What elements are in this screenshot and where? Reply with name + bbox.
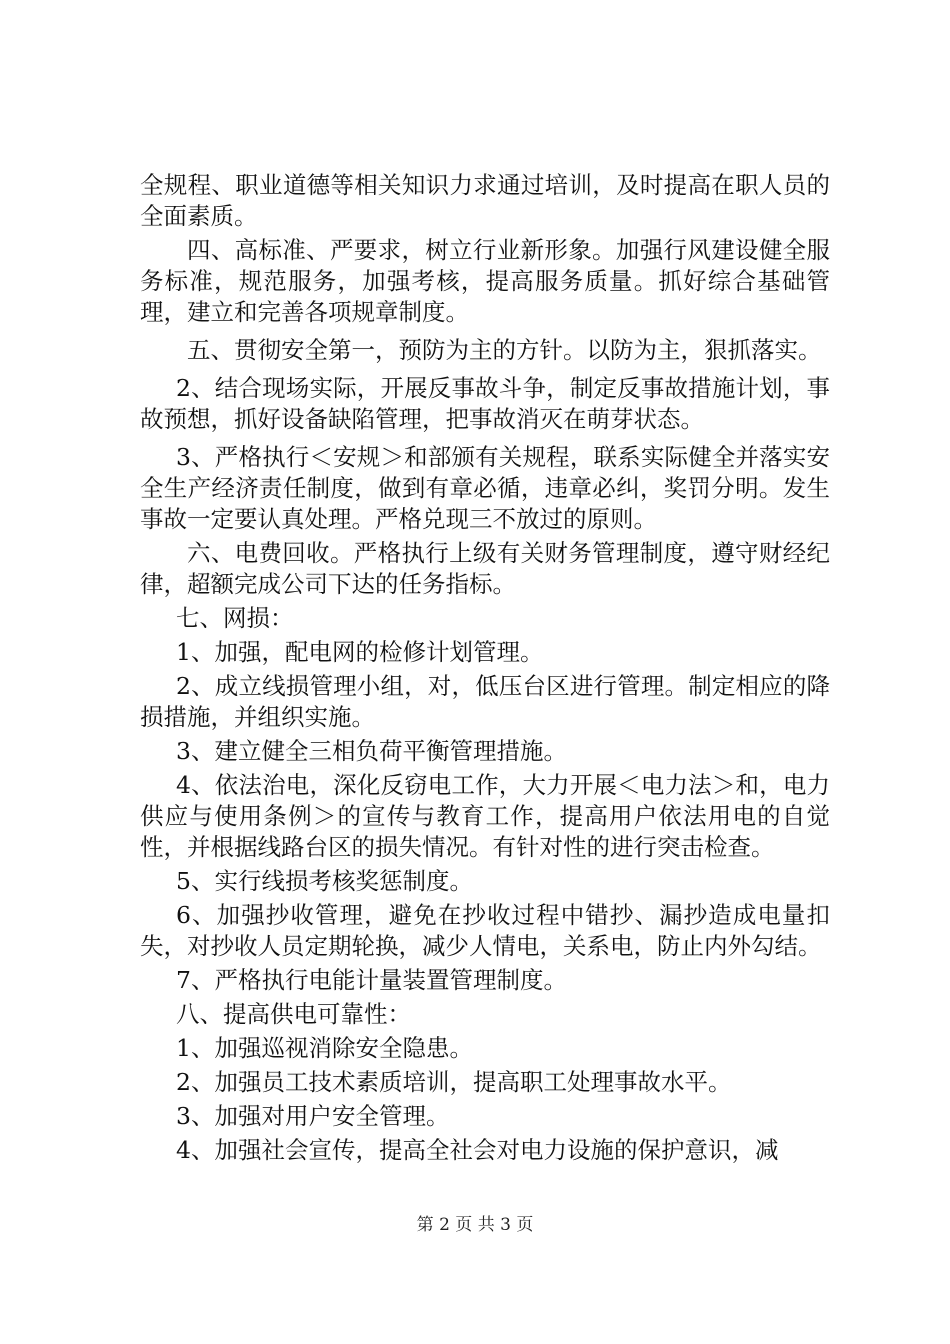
paragraph-6: 六、电费回收。严格执行上级有关财务管理制度，遵守财经纪律，超额完成公司下达的任务指标。 <box>140 539 830 598</box>
document-body <box>140 170 830 1169</box>
paragraph-17: 2、加强员工技术素质培训，提高职工处理事故水平。 <box>176 1068 732 1096</box>
paragraph-1: 全规程、职业道德等相关知识力求通过培训，及时提高在职人员的全面素质。 <box>140 171 830 230</box>
paragraph-2: 四、高标准、严要求，树立行业新形象。加强行风建设健全服务标准，规范服务，加强考核，提高服务质量。抓好综合基础管理，建立和完善各项规章制度。 <box>140 236 830 326</box>
paragraph-9: 2、成立线损管理小组，对，低压台区进行管理。制定相应的降损措施，并组织实施。 <box>140 672 830 731</box>
paragraph-5: 3、严格执行＜安规＞和部颁有关规程，联系实际健全并落实安全生产经济责任制度，做到有章必循，违章必纠，奖罚分明。发生事故一定要认真处理。严格兑现三不放过的原则。 <box>140 443 830 533</box>
paragraph-16: 1、加强巡视消除安全隐患。 <box>176 1034 473 1062</box>
paragraph-3: 五、贯彻安全第一，预防为主的方针。以防为主，狠抓落实。 <box>187 336 822 364</box>
paragraph-8: 1、加强，配电网的检修计划管理。 <box>176 638 544 666</box>
paragraph-19: 4、加强社会宣传，提高全社会对电力设施的保护意识，减 <box>176 1136 779 1164</box>
paragraph-4: 2、结合现场实际，开展反事故斗争，制定反事故措施计划，事故预想，抓好设备缺陷管理，把事故消灭在萌芽状态。 <box>140 374 830 433</box>
paragraph-11: 4、依法治电，深化反窃电工作，大力开展＜电力法＞和，电力供应与使用条例＞的宣传与教育工作，提高用户依法用电的自觉性，并根据线路台区的损失情况。有针对性的进行突击检查。 <box>140 771 830 861</box>
paragraph-7: 七、网损： <box>176 604 294 632</box>
paragraph-18: 3、加强对用户安全管理。 <box>176 1102 450 1130</box>
paragraph-13: 6、加强抄收管理，避免在抄收过程中错抄、漏抄造成电量扣失，对抄收人员定期轮换，减少人情电，关系电，防止内外勾结。 <box>140 901 830 960</box>
paragraph-10: 3、建立健全三相负荷平衡管理措施。 <box>176 737 567 765</box>
paragraph-15: 八、提高供电可靠性： <box>176 1000 411 1028</box>
paragraph-14: 7、严格执行电能计量装置管理制度。 <box>176 966 567 994</box>
page-footer: 第 2 页 共 3 页 <box>416 1215 534 1235</box>
paragraph-12: 5、实行线损考核奖惩制度。 <box>176 867 473 895</box>
